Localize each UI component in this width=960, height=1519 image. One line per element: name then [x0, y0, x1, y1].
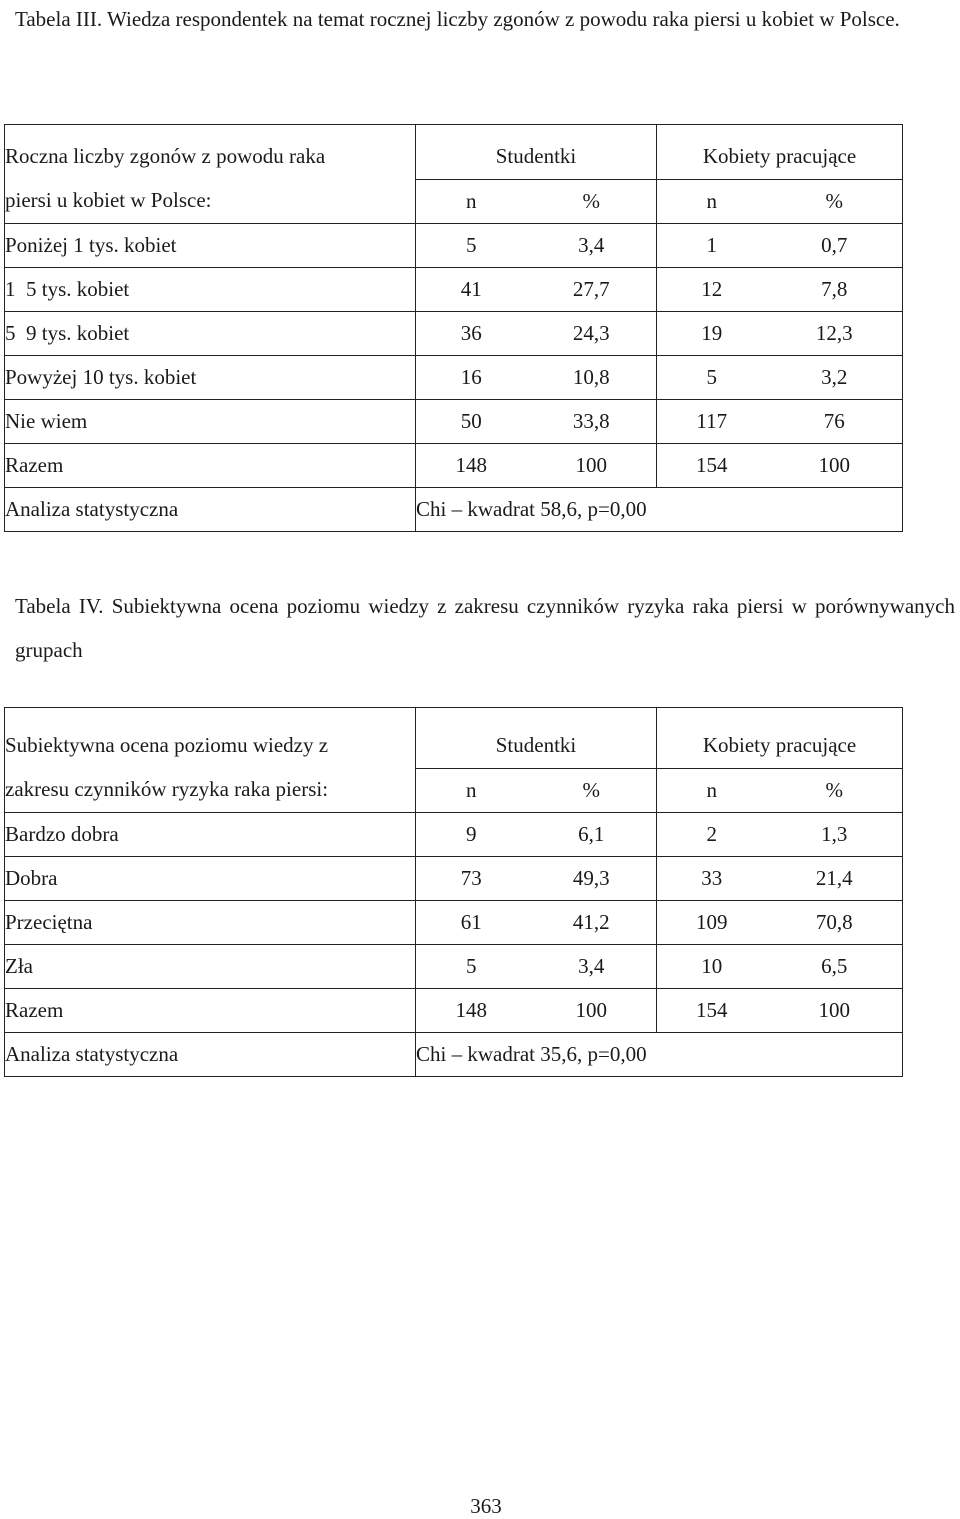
cell-n2: 19: [657, 311, 767, 355]
table4-caption: Tabela IV. Subiektywna ocena poziomu wiedzy z zakresu czynników ryzyka raka piersi w porównywanych grupach: [15, 594, 955, 662]
stat-value: Chi – kwadrat 35,6, p=0,00: [416, 1032, 903, 1076]
cell-p2: 0,7: [767, 223, 903, 267]
cell-p1: 3,4: [527, 223, 657, 267]
cell-p2: 100: [767, 988, 903, 1032]
table-row-stats: [5, 1032, 903, 1076]
row-label: Bardzo dobra: [5, 812, 416, 856]
cell-p1: 3,4: [527, 944, 657, 988]
table3-col-p1: %: [527, 179, 657, 223]
cell-p1: 24,3: [527, 311, 657, 355]
cell-p1: 41,2: [527, 900, 657, 944]
cell-n2: 2: [657, 812, 767, 856]
table-row: [5, 443, 903, 487]
cell-n2: 10: [657, 944, 767, 988]
cell-p2: 6,5: [767, 944, 903, 988]
stat-label: Analiza statystyczna: [5, 487, 416, 531]
cell-p1: 49,3: [527, 856, 657, 900]
cell-p2: 70,8: [767, 900, 903, 944]
table4-group-studentki: Studentki: [416, 708, 657, 769]
cell-p1: 27,7: [527, 267, 657, 311]
table3-label-header-line2: piersi u kobiet w Polsce:: [5, 179, 416, 223]
cell-n2: 1: [657, 223, 767, 267]
table-row: [5, 988, 903, 1032]
table3-group-studentki: Studentki: [416, 125, 657, 180]
cell-n1: 5: [416, 944, 527, 988]
cell-n1: 61: [416, 900, 527, 944]
cell-p1: 33,8: [527, 399, 657, 443]
table4-col-n2: n: [657, 768, 767, 812]
row-label: Nie wiem: [5, 399, 416, 443]
table-row: [5, 812, 903, 856]
cell-p2: 1,3: [767, 812, 903, 856]
cell-n1: 9: [416, 812, 527, 856]
cell-n1: 36: [416, 311, 527, 355]
table3-group-kobiety: Kobiety pracujące: [702, 143, 857, 168]
row-label: Razem: [5, 443, 416, 487]
cell-n2: 5: [657, 355, 767, 399]
cell-n2: 154: [657, 988, 767, 1032]
row-label: Poniżej 1 tys. kobiet: [5, 223, 416, 267]
table-row: [5, 399, 903, 443]
table-row: [5, 267, 903, 311]
cell-n2: 33: [657, 856, 767, 900]
cell-p2: 21,4: [767, 856, 903, 900]
table4-col-p1: %: [527, 768, 657, 812]
cell-n2: 154: [657, 443, 767, 487]
row-label: Zła: [5, 944, 416, 988]
table-row-stats: [5, 487, 903, 531]
table-row: [5, 223, 903, 267]
row-label: Przeciętna: [5, 900, 416, 944]
table3-col-n1: n: [416, 179, 527, 223]
table3-col-n2: n: [657, 179, 767, 223]
cell-n1: 5: [416, 223, 527, 267]
cell-n2: 12: [657, 267, 767, 311]
row-label: Razem: [5, 988, 416, 1032]
cell-p2: 3,2: [767, 355, 903, 399]
cell-n1: 148: [416, 443, 527, 487]
row-label: 5 9 tys. kobiet: [5, 311, 416, 355]
cell-n1: 50: [416, 399, 527, 443]
table-row: [5, 856, 903, 900]
table4-group-kobiety: Kobiety pracujące: [702, 732, 857, 757]
stat-label: Analiza statystyczna: [5, 1032, 416, 1076]
stat-value: Chi – kwadrat 58,6, p=0,00: [416, 487, 903, 531]
cell-p1: 10,8: [527, 355, 657, 399]
page-number: 363: [470, 1494, 502, 1518]
table-row: [5, 900, 903, 944]
table4-col-p2: %: [767, 768, 903, 812]
cell-n2: 117: [657, 399, 767, 443]
table-row: [5, 355, 903, 399]
cell-p2: 100: [767, 443, 903, 487]
row-label: Dobra: [5, 856, 416, 900]
cell-p2: 76: [767, 399, 903, 443]
cell-n1: 41: [416, 267, 527, 311]
cell-p1: 6,1: [527, 812, 657, 856]
cell-n2: 109: [657, 900, 767, 944]
table3: [4, 124, 903, 532]
cell-p1: 100: [527, 443, 657, 487]
table4: [4, 707, 903, 1077]
row-label: 1 5 tys. kobiet: [5, 267, 416, 311]
cell-p2: 7,8: [767, 267, 903, 311]
table3-label-header-line1: Roczna liczby zgonów z powodu raka: [5, 125, 416, 180]
cell-p2: 12,3: [767, 311, 903, 355]
table-row: [5, 944, 903, 988]
table-row: [5, 311, 903, 355]
cell-n1: 73: [416, 856, 527, 900]
cell-n1: 16: [416, 355, 527, 399]
cell-n1: 148: [416, 988, 527, 1032]
table4-label-header-line2: zakresu czynników ryzyka raka piersi:: [5, 768, 416, 812]
table3-col-p2: %: [767, 179, 903, 223]
cell-p1: 100: [527, 988, 657, 1032]
row-label: Powyżej 10 tys. kobiet: [5, 355, 416, 399]
table4-col-n1: n: [416, 768, 527, 812]
table4-label-header-line1: Subiektywna ocena poziomu wiedzy z: [5, 708, 416, 769]
table3-caption: Tabela III. Wiedza respondentek na temat rocznej liczby zgonów z powodu raka piersi u kobiet w Polsce.: [15, 7, 900, 31]
